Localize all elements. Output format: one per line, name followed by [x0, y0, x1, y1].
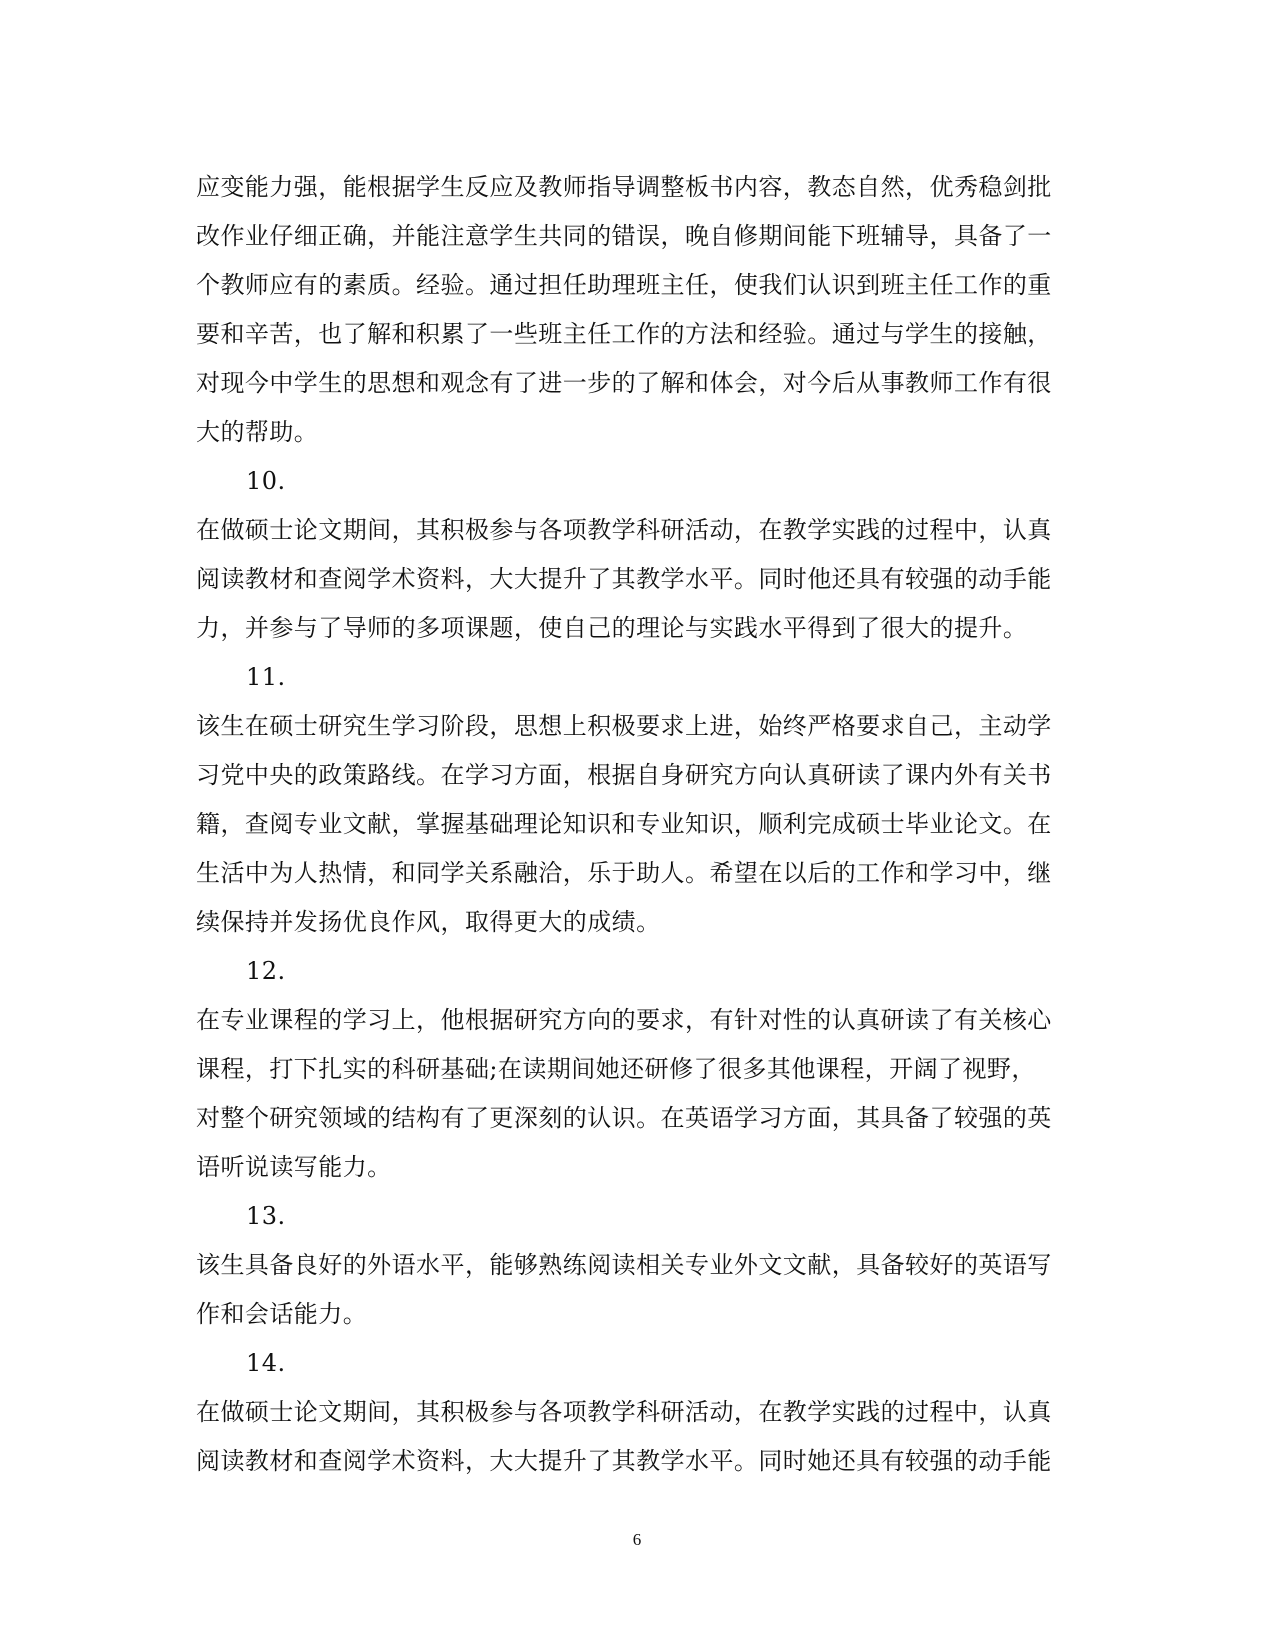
- text-line: 籍，查阅专业文献，掌握基础理论知识和专业知识，顺利完成硕士毕业论文。在: [196, 810, 1052, 838]
- text-line: 在做硕士论文期间，其积极参与各项教学科研活动，在教学实践的过程中，认真: [196, 516, 1052, 544]
- text-line: 习党中央的政策路线。在学习方面，根据自身研究方向认真研读了课内外有关书: [196, 761, 1052, 789]
- item-number: 14.: [246, 1349, 286, 1377]
- item-number: 10.: [246, 467, 286, 495]
- page-number: 6: [632, 1530, 642, 1549]
- text-line: 课程，打下扎实的科研基础;在读期间她还研修了很多其他课程，开阔了视野，: [196, 1055, 1036, 1083]
- text-line: 力，并参与了导师的多项课题，使自己的理论与实践水平得到了很大的提升。: [196, 614, 1028, 642]
- item-number: 11.: [246, 663, 286, 691]
- text-line: 续保持并发扬优良作风，取得更大的成绩。: [196, 908, 661, 936]
- item-number: 12.: [246, 957, 286, 985]
- text-line: 改作业仔细正确，并能注意学生共同的错误，晚自修期间能下班辅导，具备了一: [196, 222, 1052, 250]
- text-line: 个教师应有的素质。经验。通过担任助理班主任，使我们认识到班主任工作的重: [196, 271, 1052, 299]
- item-number: 13.: [246, 1202, 286, 1230]
- text-line: 对现今中学生的思想和观念有了进一步的了解和体会，对今后从事教师工作有很: [196, 369, 1052, 397]
- text-line: 应变能力强，能根据学生反应及教师指导调整板书内容，教态自然，优秀稳剑批: [196, 173, 1052, 201]
- text-line: 在做硕士论文期间，其积极参与各项教学科研活动，在教学实践的过程中，认真: [196, 1398, 1052, 1426]
- text-line: 生活中为人热情，和同学关系融洽，乐于助人。希望在以后的工作和学习中，继: [196, 859, 1052, 887]
- text-line: 阅读教材和查阅学术资料，大大提升了其教学水平。同时她还具有较强的动手能: [196, 1447, 1052, 1475]
- text-line: 阅读教材和查阅学术资料，大大提升了其教学水平。同时他还具有较强的动手能: [196, 565, 1052, 593]
- text-line: 该生在硕士研究生学习阶段，思想上积极要求上进，始终严格要求自己，主动学: [196, 712, 1052, 740]
- text-line: 作和会话能力。: [196, 1300, 368, 1328]
- text-line: 大的帮助。: [196, 418, 319, 446]
- text-line: 在专业课程的学习上，他根据研究方向的要求，有针对性的认真研读了有关核心: [196, 1006, 1052, 1034]
- text-line: 语听说读写能力。: [196, 1153, 392, 1181]
- text-line: 要和辛苦，也了解和积累了一些班主任工作的方法和经验。通过与学生的接触，: [196, 320, 1052, 348]
- text-line: 对整个研究领域的结构有了更深刻的认识。在英语学习方面，其具备了较强的英: [196, 1104, 1052, 1132]
- text-line: 该生具备良好的外语水平，能够熟练阅读相关专业外文文献，具备较好的英语写: [196, 1251, 1052, 1279]
- document-body: [196, 163, 1074, 1486]
